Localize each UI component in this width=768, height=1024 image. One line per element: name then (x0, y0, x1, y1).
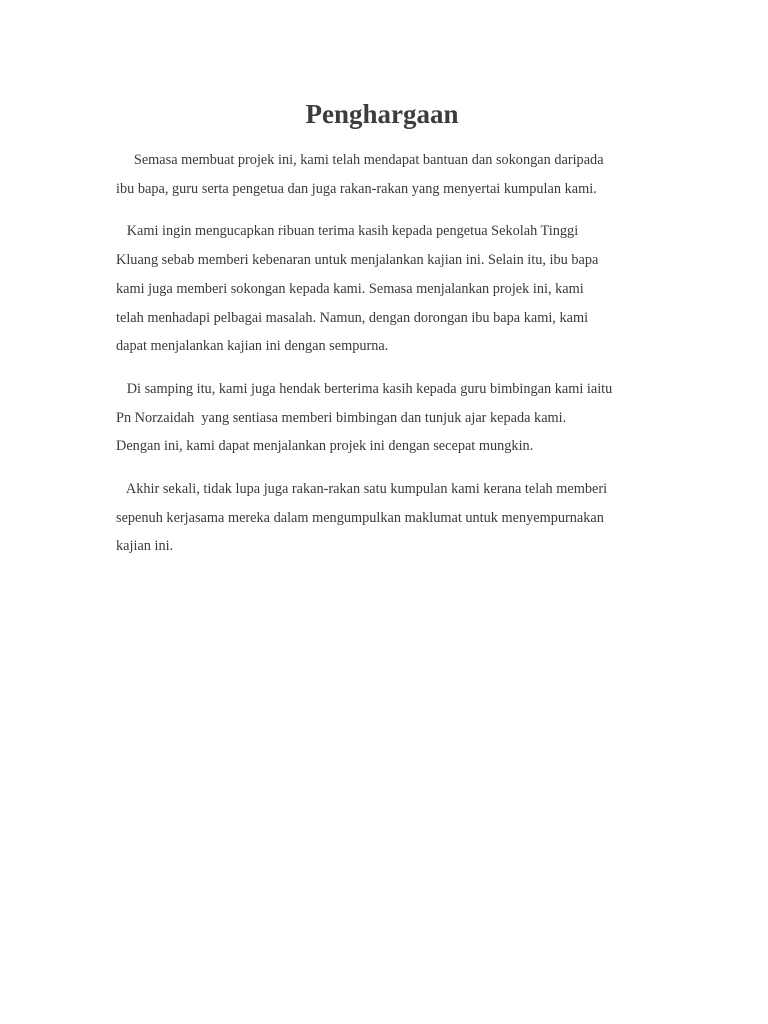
text-line: Di samping itu, kami juga hendak berterima kasih kepada guru bimbingan kami iaitu (116, 380, 613, 397)
page-title: Penghargaan (305, 99, 459, 129)
text-line: Semasa membuat projek ini, kami telah mendapat bantuan dan sokongan daripada (116, 152, 604, 168)
text-line: Akhir sekali, tidak lupa juga rakan-rakan satu kumpulan kami kerana telah memberi (116, 481, 608, 498)
paragraph-thanks-principal (116, 217, 664, 361)
text-line: ibu bapa, guru serta pengetua dan juga rakan-rakan yang menyertai kumpulan kami. (116, 180, 597, 197)
paragraph-intro (116, 146, 664, 203)
text-line: Kami ingin mengucapkan ribuan terima kasih kepada pengetua Sekolah Tinggi (116, 223, 579, 240)
text-line: Dengan ini, kami dapat menjalankan projek ini dengan secepat mungkin. (116, 438, 534, 455)
document-body (116, 146, 664, 575)
text-line: Pn Norzaidah yang sentiasa memberi bimbingan dan tunjuk ajar kepada kami. (116, 409, 567, 426)
text-line: kajian ini. (116, 538, 174, 555)
text-line: dapat menjalankan kajian ini dengan sempurna. (116, 338, 389, 355)
text-line: sepenuh kerjasama mereka dalam mengumpulkan maklumat untuk menyempurnakan (116, 509, 604, 526)
text-line: telah menhadapi pelbagai masalah. Namun, dengan dorongan ibu bapa kami, kami (116, 309, 589, 326)
text-line: kami juga memberi sokongan kepada kami. Semasa menjalankan projek ini, kami (116, 280, 584, 297)
paragraph-thanks-teacher (116, 375, 664, 461)
paragraph-thanks-friends (116, 475, 664, 561)
text-line: Kluang sebab memberi kebenaran untuk menjalankan kajian ini. Selain itu, ibu bapa (116, 252, 599, 269)
